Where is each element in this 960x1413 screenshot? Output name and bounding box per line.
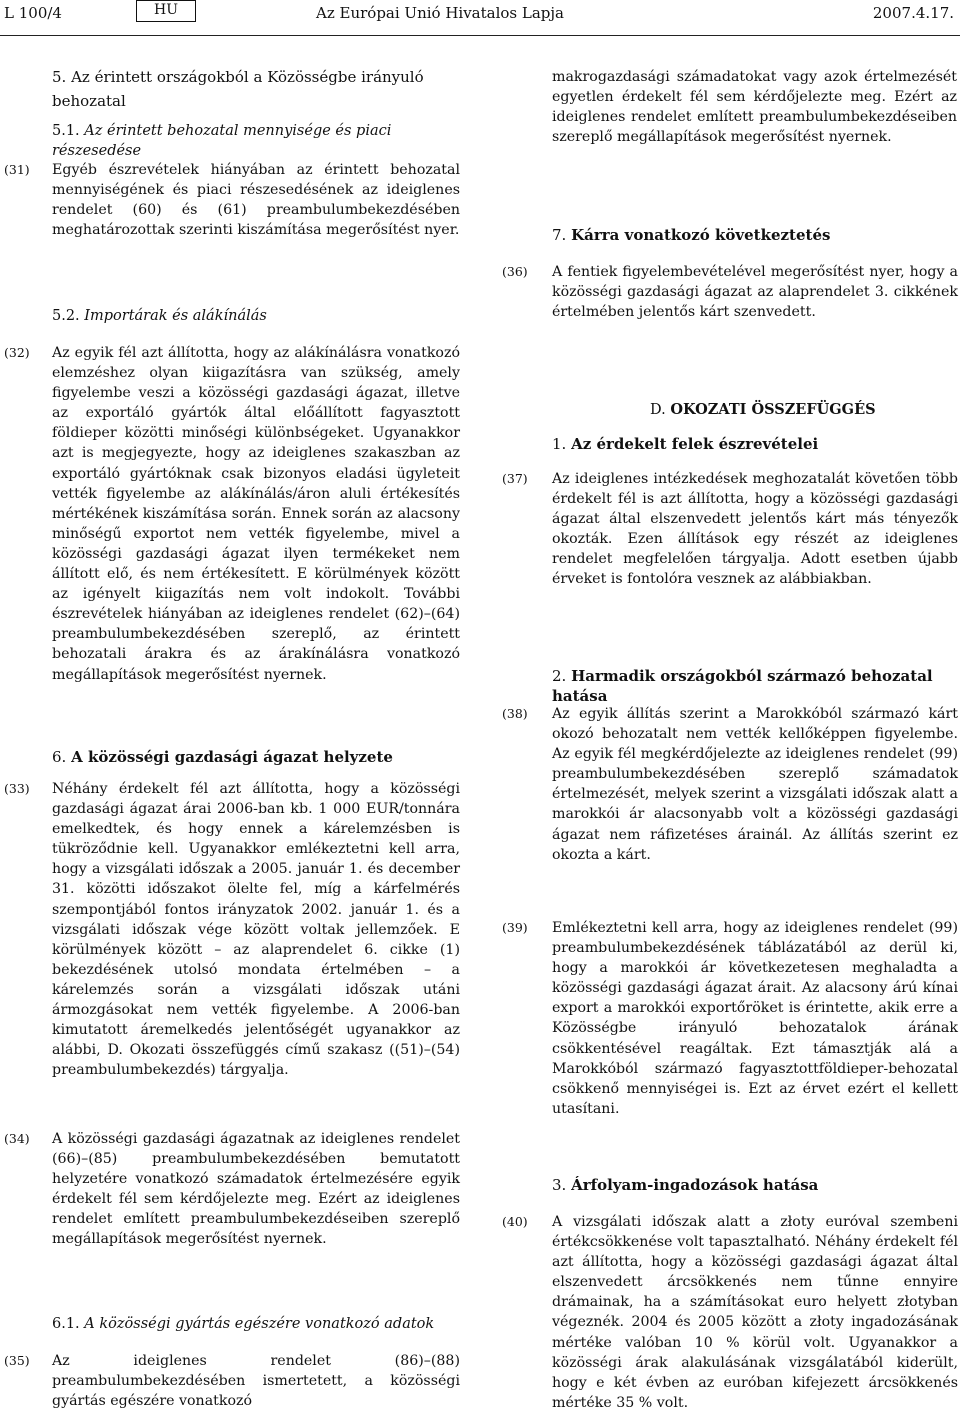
paragraph-text: A fentiek figyelembevételével megerősítést nyer, hogy a közösségi gazdasági ágazat az alaprendelet 3. cikkének értelmében jelentős kárt szenvedett.: [552, 264, 958, 321]
paragraph-number: (39): [502, 920, 528, 935]
page-header: [0, 0, 960, 30]
section-title: Az érdekelt felek észrevételei: [571, 435, 819, 453]
paragraph-text: Az egyik állítás szerint a Marokkóból származó kárt okozó behozatalt nem vették kellőképpen figyelembe. Az egyik fél megkérdőjelezte az ideiglenes rendelet (99) preambulumbekezdésében szereplő számadatok értelmezését, melyek szerint a vizsgálati időszak alatt a marokkói ár alacsonyabb volt a közösségi gazdasági ágazat nem ráfizetéses árainál. Az állítás szerint ez okozta a kárt.: [552, 706, 958, 863]
section-heading-2: [552, 666, 957, 706]
section-heading-D: [650, 400, 910, 420]
section-number: 2.: [552, 667, 567, 685]
section-number: 3.: [552, 1176, 567, 1194]
section-title: Árfolyam-ingadozások hatása: [571, 1176, 819, 1194]
section-number: 5.: [52, 68, 67, 86]
paragraph-text: Néhány érdekelt fél azt állította, hogy a közösségi gazdasági ágazat árai 2006-ban kb. 1 000 EUR/tonnára emelkedtek, és hogy ennek a kárelemzésben is tükröződnie kell. Ugyanakkor emlékeztetni kell arra, hogy a vizsgálati időszak a 2005. január 1. és december 31. közötti időszakot ölelte fel, míg a kárfelmérés szempontjából fontos irányzatok 2002. január 1. és a vizsgálati időszak vége között voltak jellemzőek. E körülmények között – az alaprendelet 6. cikke (1) bekezdésének utolsó mondata értelmében – a kárelemzés során a vizsgálati időszak utáni ármozgásokat nem vették figyelembe. A 2006-ban kimutatott áremelkedés jelentőségét ugyanakkor az alábbi, D. Okozati összefüggés című szakasz ((51)–(54) preambulumbekezdés) tárgyalja.: [52, 781, 460, 1079]
section-heading-5-2: [52, 306, 462, 326]
paragraph-number: (31): [4, 162, 30, 177]
paragraph-number: (34): [4, 1131, 30, 1146]
paragraph-text: Az ideiglenes rendelet (86)–(88) preambulumbekezdésében ismertetett, a közösségi gyártás egészére vonatkozó: [52, 1353, 460, 1410]
paragraph-text: makrogazdasági számadatokat vagy azok értelmezését egyetlen érdekelt fél sem kérdőjelezte meg. Ezért az ideiglenes rendelet említett preambulumbekezdéseiben szereplő megállapítások megerősítést nyernek.: [552, 69, 957, 146]
section-number: 1.: [552, 435, 567, 453]
section-number: 5.1.: [52, 123, 80, 139]
page-reference: L 100/4: [4, 4, 62, 22]
paragraph-text: Az egyik fél azt állította, hogy az alákínálásra vonatkozó elemzéshez olyan kiigazításra van szükség, amely figyelembe veszi a közösségi gazdasági ágazat, illetve az exportáló gyártók által előállított fagyasztott földieper közötti minőségi különbségeket. Ugyanakkor azt is megjegyezte, hogy az ideiglenes szakaszban az exportáló gyártóknak csak bizonyos eladási ügyleteit vették figyelembe az alákínálás/áron aluli értékesítés mértékének kiszámítása során. Ennek során az alacsony minőségű exportot nem vették figyelembe, mivel a közösségi gazdasági ágazat ilyen termékeket nem állított elő, és nem értékesített. E körülmények között az igényelt kiigazítás nem volt indokolt. További észrevételek hiányában az ideiglenes rendelet (62)–(64) preambulumbekezdésében szereplő, az érintett behozatali árakra és az árakínálásra vonatkozó megállapítások megerősítést nyernek.: [52, 345, 460, 683]
section-heading-6: [52, 747, 462, 767]
paragraph-number: (37): [502, 471, 528, 486]
section-title: A közösségi gazdasági ágazat helyzete: [71, 748, 393, 766]
paragraph-number: (40): [502, 1214, 528, 1229]
section-number: 7.: [552, 226, 567, 244]
section-heading-6-1: [52, 1314, 462, 1334]
paragraph-text: Az ideiglenes intézkedések meghozatalát követően több érdekelt fél is azt állította, hogy a közösségi gazdasági ágazat által elszenvedett jelentős kárt más tényezők okozták. Ezen állítások egy részét az ideiglenes rendelet megfelelően tárgyalja. Adott esetben újabb érveket is fontolóra vesznek az alábbiakban.: [552, 471, 958, 588]
section-title: Az érintett behozatal mennyisége és piaci részesedése: [52, 123, 392, 160]
section-number: D.: [650, 402, 666, 418]
section-number: 5.2.: [52, 308, 80, 324]
section-title: Harmadik országokból származó behozatal hatása: [552, 667, 933, 706]
section-heading-5: [52, 65, 462, 113]
paragraph-number: (38): [502, 706, 528, 721]
section-number: 6.1.: [52, 1316, 80, 1332]
section-heading-5-1: [52, 121, 462, 161]
section-heading-7: [552, 225, 957, 245]
section-heading-1: [552, 434, 957, 454]
section-title: Kárra vonatkozó következtetés: [571, 226, 831, 244]
header-divider: [0, 35, 960, 36]
paragraph-number: (35): [4, 1353, 30, 1368]
section-title: Az érintett országokból a Közösségbe irányuló behozatal: [52, 68, 424, 110]
section-title: OKOZATI ÖSSZEFÜGGÉS: [670, 401, 876, 418]
section-title: A közösségi gyártás egészére vonatkozó adatok: [84, 1316, 435, 1332]
section-title: Importárak és alákínálás: [84, 308, 267, 324]
paragraph-number: (36): [502, 264, 528, 279]
paragraph-text: A vizsgálati időszak alatt a złoty euróval szembeni értékcsökkenése volt tapasztalható. Néhány érdekelt fél azt állította, hogy a közösségi gazdasági ágazat által elszenvedett árcsökkenés nem tűnne ennyire drámainak, ha a számításokat euro helyett złotyban végeznék. 2004 és 2005 között a złoty ingadozásának mértéke valóban 10 % körül volt. Ugyanakkor a közösségi árak alakulásának vizsgálatából kiderült, hogy e két évben az euróban kifejezett árcsökkenés mértéke 35 % volt.: [552, 1214, 958, 1411]
section-heading-3: [552, 1175, 957, 1195]
publication-date: 2007.4.17.: [872, 4, 954, 22]
section-number: 6.: [52, 748, 67, 766]
journal-title: Az Európai Unió Hivatalos Lapja: [316, 4, 564, 22]
paragraph-text: A közösségi gazdasági ágazatnak az ideiglenes rendelet (66)–(85) preambulumbekezdésében bemutatott helyzetére vonatkozó számadatok értelmezésére egyik érdekelt fél sem kérdőjelezte meg. Ezért az ideiglenes rendelet említett preambulumbekezdéseiben szereplő megállapítások megerősítést nyernek.: [52, 1131, 460, 1248]
paragraph-text: Egyéb észrevételek hiányában az érintett behozatal mennyiségének és piaci részesedésének az ideiglenes rendelet (60) és (61) preambulumbekezdésében meghatározottak szerinti kiszámítása megerősítést nyer.: [52, 162, 460, 239]
language-badge: HU: [136, 0, 196, 22]
paragraph-text: Emlékeztetni kell arra, hogy az ideiglenes rendelet (99) preambulumbekezdésének táblázatából az derül ki, hogy a marokkói ár következetesen meghaladta a közösségi gazdasági ágazat árait. Az alacsony árú kínai export a marokkói exportőröket is érintette, akik erre a Közösségbe irányuló behozatalok árának csökkentésével reagáltak. Ezt támasztják alá a Marokkóból származó fagyasztottföldieper-behozatal csökkenő mennyiségei is. Ezt az érvet ezért el kellett utasítani.: [552, 920, 958, 1117]
paragraph-number: (33): [4, 781, 30, 796]
paragraph-number: (32): [4, 345, 30, 360]
